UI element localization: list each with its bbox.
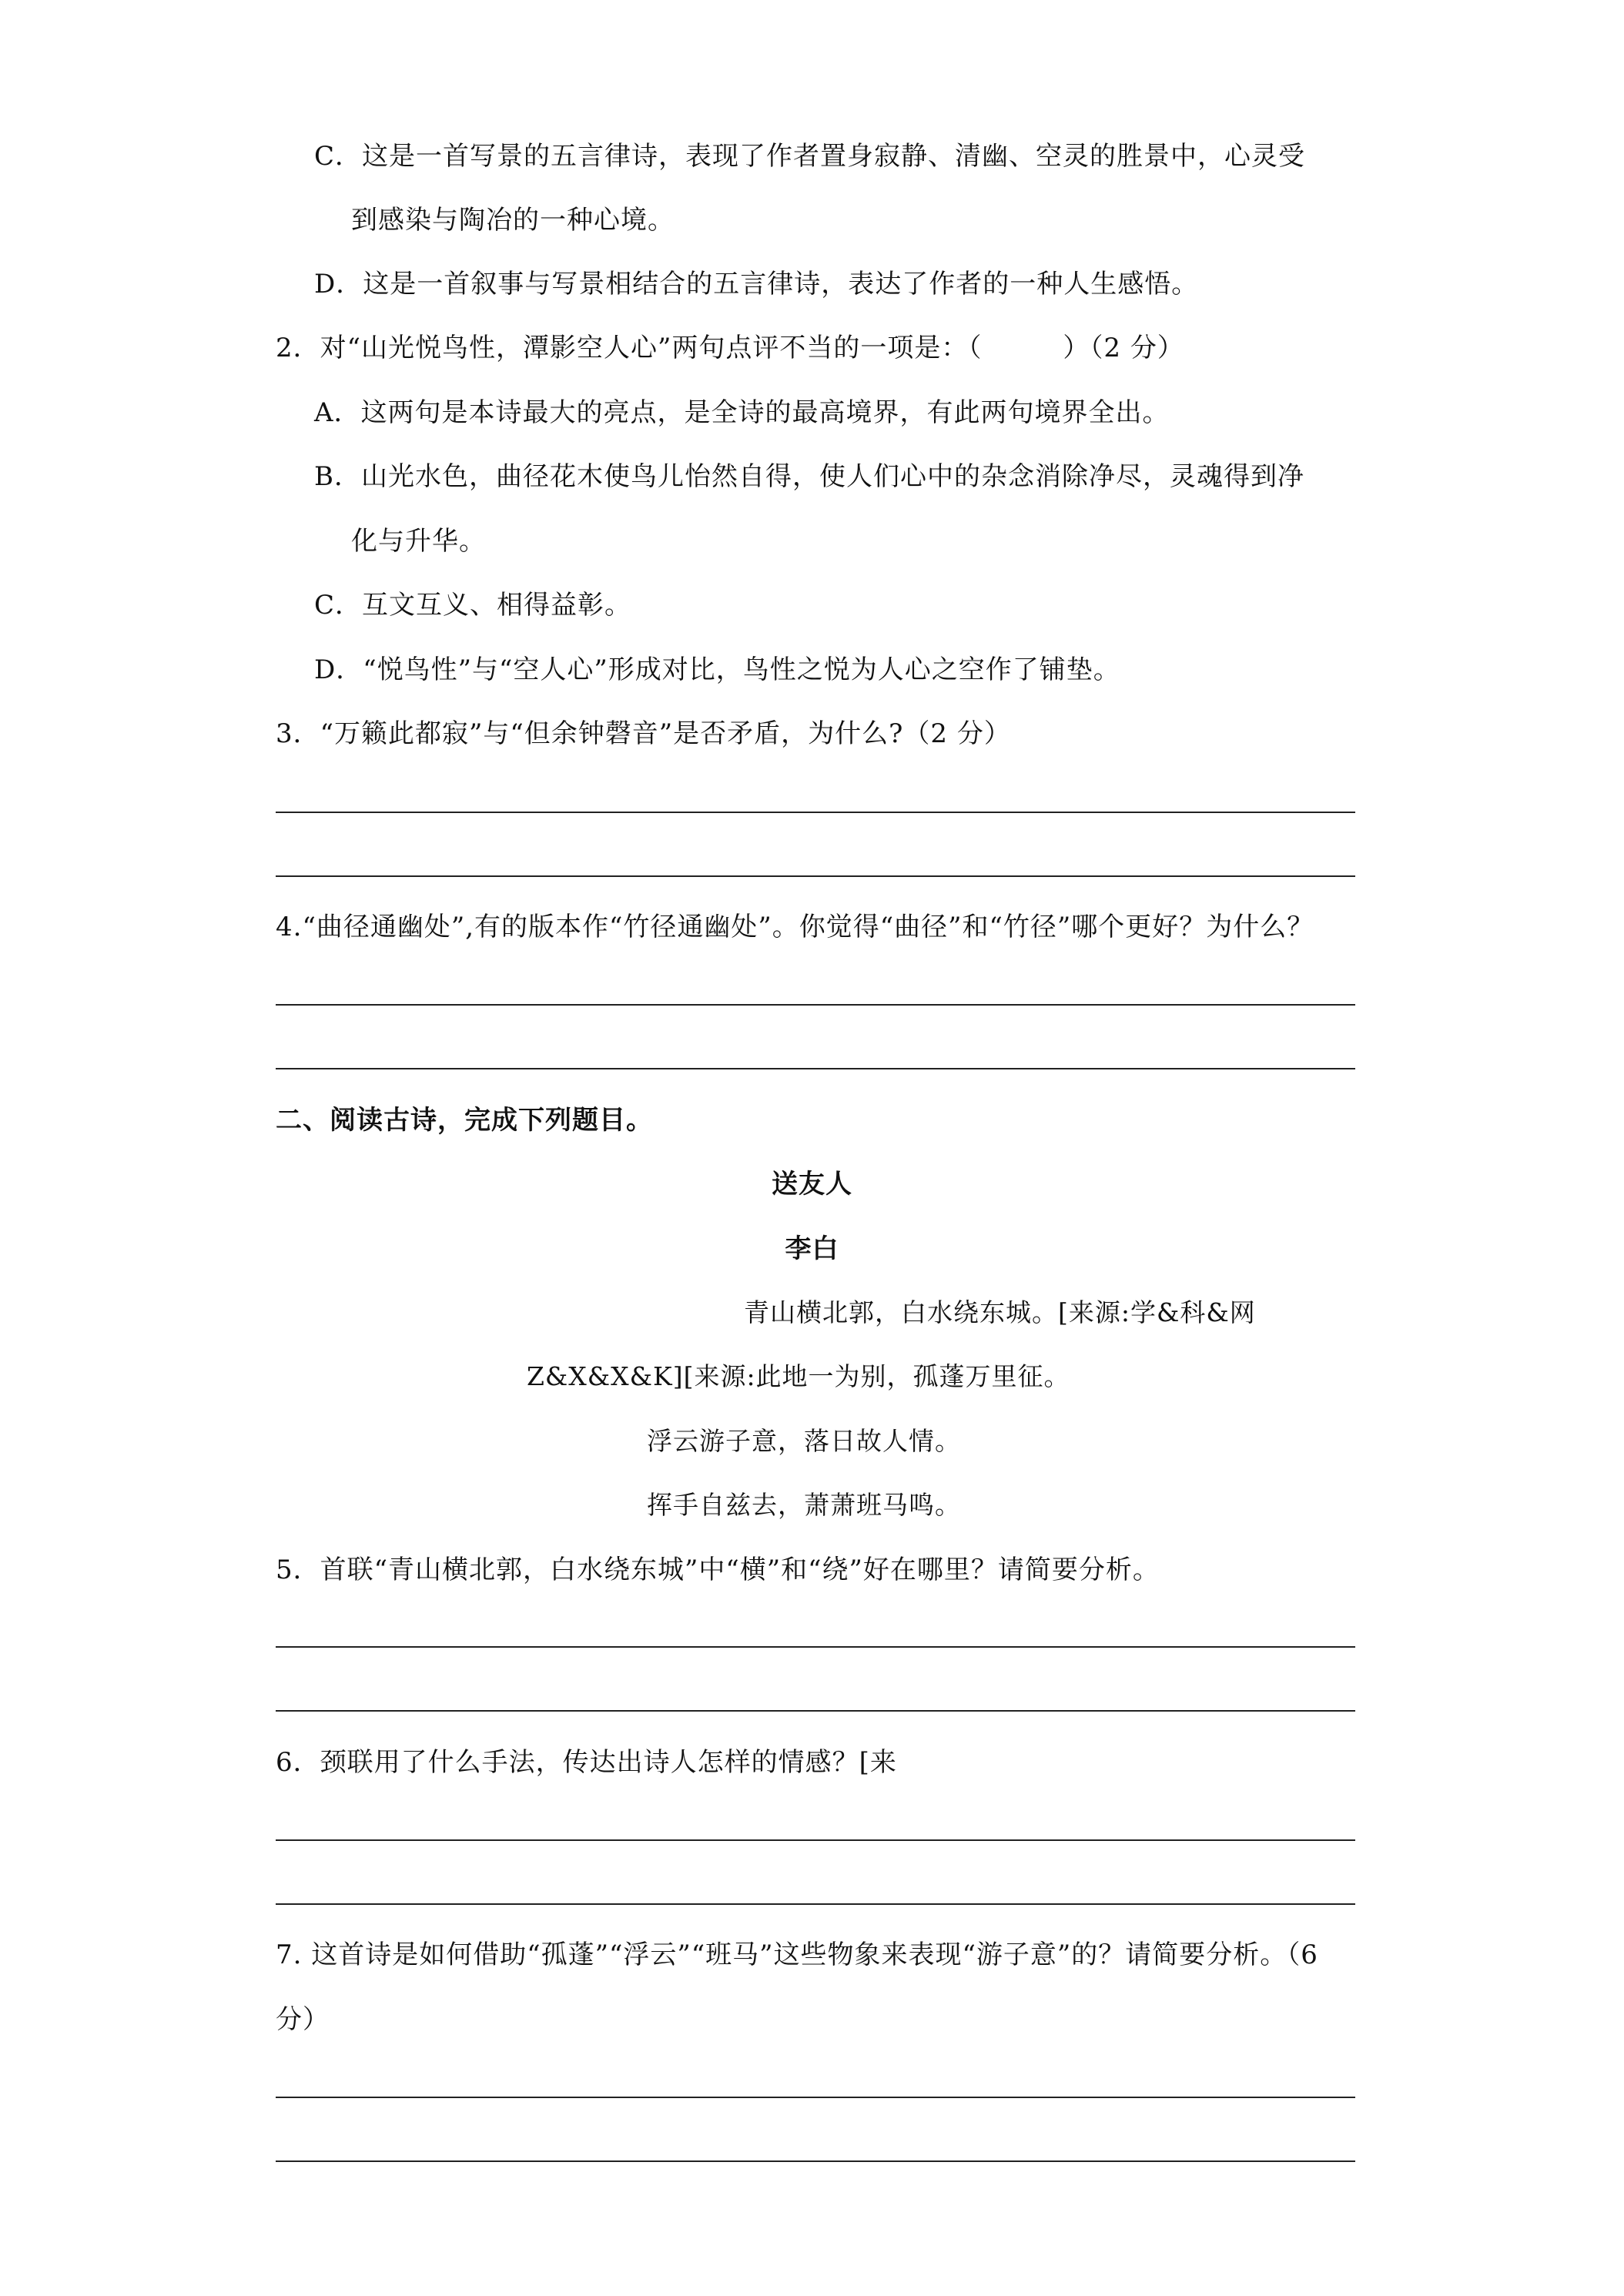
q4-answer-line-1[interactable] [276,1004,1355,1006]
q6-answer-line-1[interactable] [276,1839,1355,1841]
q5-stem: 5．首联“青山横北郭，白水绕东城”中“横”和“绕”好在哪里？请简要分析。 [276,1555,1160,1585]
q7-stem-line2: 分） [276,2004,330,2035]
section2-heading: 二、阅读古诗，完成下列题目。 [276,1105,653,1136]
q1-option-c-line2: 到感染与陶冶的一种心境。 [351,205,675,236]
q2-option-d: D．“悦鸟性”与“空人心”形成对比，鸟性之悦为人心之空作了铺垫。 [314,654,1120,685]
poem-line-2: Z&X&X&K][来源:此地一为别，孤蓬万里征。 [527,1361,1070,1391]
q6-answer-line-2[interactable] [276,1903,1355,1905]
poem-title: 送友人 [772,1169,852,1200]
q2-option-b-line1: B．山光水色，曲径花木使鸟儿怡然自得，使人们心中的杂念消除净尽，灵魂得到净 [314,461,1304,492]
poem-author: 李白 [785,1233,839,1264]
q3-stem: 3．“万籁此都寂”与“但余钟磬音”是否矛盾，为什么?（2 分） [276,718,1011,749]
q4-stem: 4.“曲径通幽处”,有的版本作“竹径通幽处”。你觉得“曲径”和“竹径”哪个更好？为什么？ [276,912,1314,942]
q2-stem: 2．对“山光悦鸟性，潭影空人心”两句点评不当的一项是：（ ）（2 分） [276,333,1184,363]
q7-answer-line-1[interactable] [276,2097,1355,2098]
poem-line-1: 青山横北郭，白水绕东城。[来源:学&科&网 [744,1297,1256,1327]
q6-stem: 6．颈联用了什么手法，传达出诗人怎样的情感？[来 [276,1747,897,1778]
q2-option-b-line2: 化与升华。 [351,526,486,557]
q3-answer-line-2[interactable] [276,875,1355,877]
q7-stem-line1: 7. 这首诗是如何借助“孤蓬”“浮云”“班马”这些物象来表现“游子意”的？请简要分析。（6 [276,1940,1318,1970]
q2-option-c: C．互文互义、相得益彰。 [314,590,632,621]
q3-answer-line-1[interactable] [276,812,1355,813]
poem-line-4: 挥手自兹去，萧萧班马鸣。 [647,1490,961,1520]
q4-answer-line-2[interactable] [276,1068,1355,1069]
q1-option-d: D．这是一首叙事与写景相结合的五言律诗，表达了作者的一种人生感悟。 [314,269,1199,300]
q1-option-c-line1: C．这是一首写景的五言律诗，表现了作者置身寂静、清幽、空灵的胜景中，心灵受 [314,141,1306,172]
q5-answer-line-1[interactable] [276,1646,1355,1648]
poem-line-3: 浮云游子意，落日故人情。 [647,1426,961,1456]
q2-option-a: A．这两句是本诗最大的亮点，是全诗的最高境界，有此两句境界全出。 [314,397,1170,428]
q7-answer-line-2[interactable] [276,2160,1355,2162]
q5-answer-line-2[interactable] [276,1710,1355,1712]
